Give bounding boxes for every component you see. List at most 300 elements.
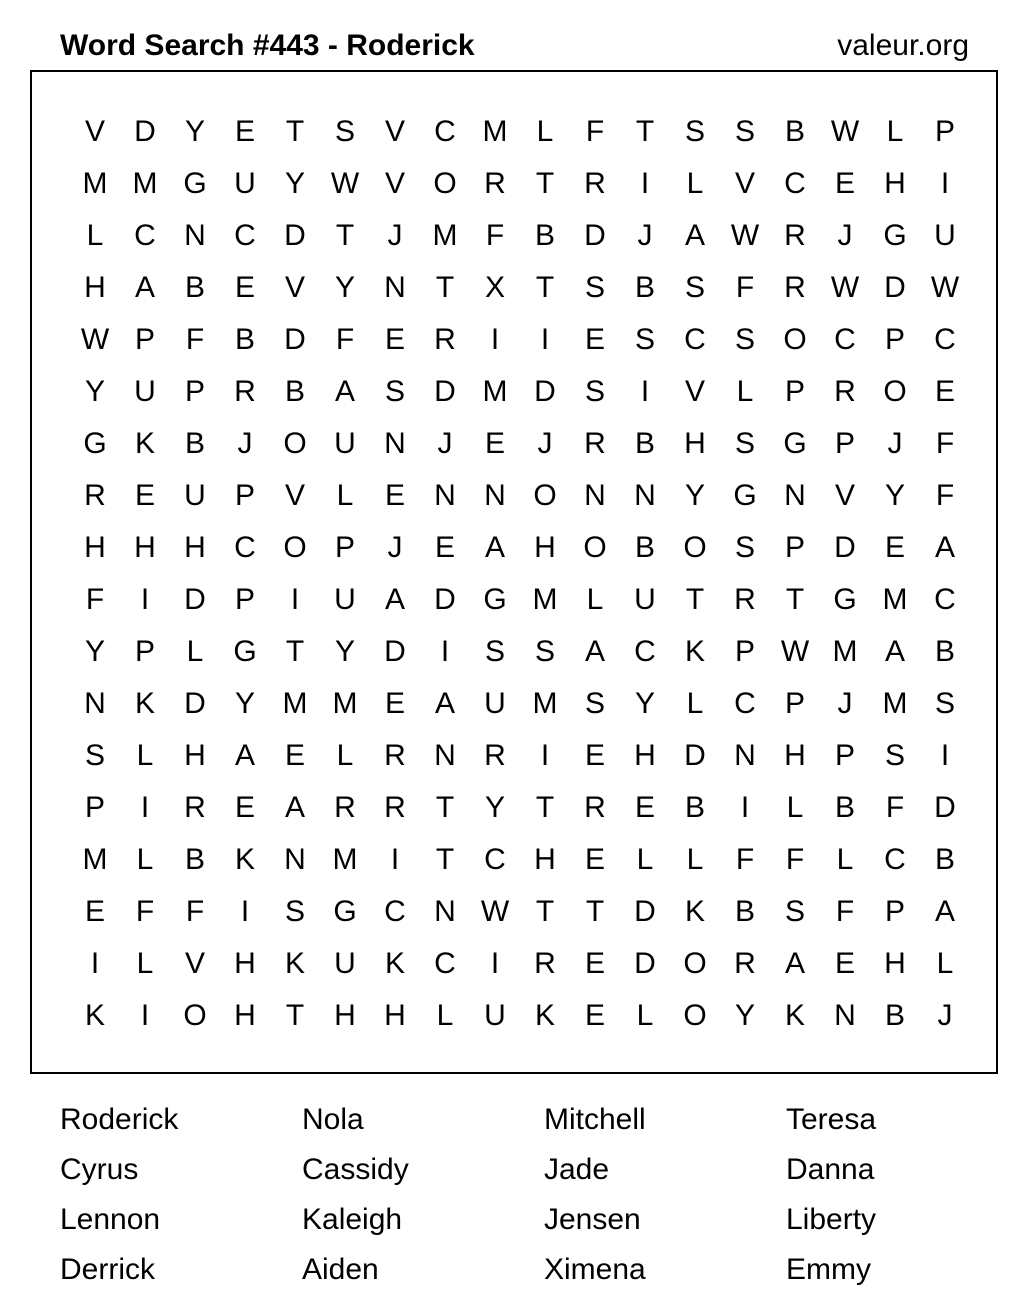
grid-letter: P	[84, 791, 105, 824]
grid-letter: F	[185, 895, 205, 928]
grid-letter: C	[934, 583, 956, 616]
grid-letter: T	[685, 583, 705, 616]
grid-letter: E	[384, 323, 405, 356]
grid-letter: L	[136, 739, 154, 772]
grid-letter: I	[490, 947, 500, 980]
grid-letter: C	[634, 635, 656, 668]
grid-letter: K	[134, 427, 155, 460]
grid-letter: T	[535, 791, 555, 824]
grid-letter: G	[333, 895, 357, 928]
grid-letter: R	[484, 739, 506, 772]
word-list-item: Liberty	[786, 1203, 877, 1236]
grid-letter: O	[533, 479, 557, 512]
grid-letter: R	[734, 583, 756, 616]
grid-letter: E	[934, 375, 955, 408]
grid-letter: D	[284, 219, 306, 252]
grid-letter: W	[80, 323, 110, 356]
grid-letter: P	[134, 323, 155, 356]
grid-letter: S	[534, 635, 555, 668]
grid-letter: A	[584, 635, 605, 668]
grid-letter: F	[185, 323, 205, 356]
grid-letter: F	[585, 115, 605, 148]
grid-letter: S	[884, 739, 905, 772]
grid-letter: K	[84, 999, 105, 1032]
grid-letter: I	[940, 167, 950, 200]
grid-letter: H	[634, 739, 656, 772]
grid-letter: M	[532, 687, 558, 720]
grid-letter: U	[334, 947, 356, 980]
grid-letter: Y	[884, 479, 905, 512]
grid-letter: E	[234, 791, 255, 824]
grid-letter: K	[534, 999, 555, 1032]
grid-letter: A	[284, 791, 305, 824]
grid-letter: J	[887, 427, 903, 460]
grid-letter: A	[384, 583, 405, 616]
grid-letter: J	[437, 427, 453, 460]
grid-letter: O	[883, 375, 907, 408]
grid-letter: L	[836, 843, 854, 876]
grid-letter: W	[780, 635, 810, 668]
grid-letter: L	[186, 635, 204, 668]
grid-letter: W	[480, 895, 510, 928]
grid-letter: U	[334, 583, 356, 616]
word-list-item: Teresa	[786, 1103, 877, 1136]
grid-letter: L	[636, 843, 654, 876]
grid-letter: N	[434, 895, 456, 928]
grid-letter: C	[934, 323, 956, 356]
grid-letter: P	[784, 531, 805, 564]
grid-letter: A	[334, 375, 355, 408]
grid-letter: V	[284, 271, 305, 304]
grid-letter: F	[835, 895, 855, 928]
grid-letter: N	[84, 687, 106, 720]
grid-letter: O	[583, 531, 607, 564]
grid-letter: I	[140, 583, 150, 616]
word-list-item: Emmy	[786, 1253, 871, 1286]
grid-letter: P	[734, 635, 755, 668]
grid-letter: S	[734, 427, 755, 460]
grid-letter: F	[785, 843, 805, 876]
grid-letter: U	[134, 375, 156, 408]
grid-letter: B	[634, 427, 655, 460]
grid-letter: R	[184, 791, 206, 824]
grid-letter: R	[384, 739, 406, 772]
grid-letter: T	[435, 271, 455, 304]
grid-letter: I	[290, 583, 300, 616]
grid-letter: F	[885, 791, 905, 824]
word-list-item: Mitchell	[544, 1103, 646, 1136]
grid-letter: L	[686, 687, 704, 720]
grid-letter: A	[134, 271, 155, 304]
grid-letter: T	[285, 115, 305, 148]
grid-letter: L	[686, 167, 704, 200]
grid-letter: Y	[334, 271, 355, 304]
grid-letter: A	[684, 219, 705, 252]
grid-letter: Y	[284, 167, 305, 200]
grid-letter: P	[234, 583, 255, 616]
grid-letter: I	[540, 739, 550, 772]
letter-grid	[70, 106, 970, 1042]
grid-letter: U	[484, 999, 506, 1032]
grid-letter: H	[134, 531, 156, 564]
grid-letter: K	[284, 947, 305, 980]
word-list-item: Kaleigh	[302, 1203, 403, 1236]
grid-letter: H	[534, 531, 556, 564]
grid-letter: S	[934, 687, 955, 720]
grid-letter: I	[640, 167, 650, 200]
grid-letter: L	[86, 219, 104, 252]
grid-letter: I	[390, 843, 400, 876]
grid-letter: C	[784, 167, 806, 200]
grid-letter: S	[684, 271, 705, 304]
grid-letter: O	[183, 999, 207, 1032]
grid-letter: R	[584, 427, 606, 460]
grid-letter: D	[884, 271, 906, 304]
grid-letter: M	[332, 687, 358, 720]
grid-letter: B	[884, 999, 905, 1032]
grid-letter: B	[534, 219, 555, 252]
grid-letter: O	[283, 427, 307, 460]
grid-letter: B	[284, 375, 305, 408]
grid-letter: D	[284, 323, 306, 356]
grid-letter: C	[684, 323, 706, 356]
grid-letter: L	[136, 947, 154, 980]
grid-letter: B	[834, 791, 855, 824]
grid-letter: S	[734, 323, 755, 356]
grid-letter: L	[886, 115, 904, 148]
grid-letter: O	[683, 531, 707, 564]
grid-letter: S	[84, 739, 105, 772]
grid-letter: P	[934, 115, 955, 148]
word-list-item: Nola	[302, 1103, 364, 1136]
grid-letter: M	[882, 687, 908, 720]
grid-letter: V	[84, 115, 105, 148]
grid-letter: E	[584, 843, 605, 876]
grid-letter: N	[434, 479, 456, 512]
grid-letter: I	[740, 791, 750, 824]
word-list-item: Jensen	[544, 1203, 641, 1236]
grid-letter: A	[884, 635, 905, 668]
grid-letter: P	[784, 375, 805, 408]
site-name: valeur.org	[837, 29, 969, 62]
grid-letter: N	[184, 219, 206, 252]
grid-letter: Y	[684, 479, 705, 512]
grid-letter: I	[90, 947, 100, 980]
grid-letter: F	[735, 843, 755, 876]
grid-letter: R	[484, 167, 506, 200]
grid-letter: J	[637, 219, 653, 252]
grid-letter: F	[735, 271, 755, 304]
grid-letter: P	[884, 323, 905, 356]
grid-letter: B	[634, 531, 655, 564]
grid-letter: E	[234, 115, 255, 148]
word-list-item: Cassidy	[302, 1153, 409, 1186]
grid-letter: L	[736, 375, 754, 408]
grid-letter: S	[584, 687, 605, 720]
grid-letter: R	[584, 167, 606, 200]
grid-letter: C	[234, 531, 256, 564]
grid-letter: Y	[484, 791, 505, 824]
grid-letter: L	[136, 843, 154, 876]
grid-letter: E	[234, 271, 255, 304]
grid-letter: U	[184, 479, 206, 512]
grid-letter: T	[535, 271, 555, 304]
grid-letter: I	[940, 739, 950, 772]
grid-letter: R	[234, 375, 256, 408]
grid-letter: S	[284, 895, 305, 928]
grid-letter: V	[834, 479, 855, 512]
grid-letter: J	[837, 687, 853, 720]
word-list-item: Cyrus	[60, 1153, 139, 1186]
grid-letter: F	[135, 895, 155, 928]
grid-letter: S	[584, 375, 605, 408]
grid-letter: I	[640, 375, 650, 408]
grid-letter: S	[684, 115, 705, 148]
grid-letter: L	[686, 843, 704, 876]
grid-letter: Y	[734, 999, 755, 1032]
grid-letter: E	[484, 427, 505, 460]
grid-letter: B	[934, 843, 955, 876]
grid-letter: E	[584, 323, 605, 356]
grid-letter: J	[387, 531, 403, 564]
grid-letter: N	[484, 479, 506, 512]
grid-letter: D	[134, 115, 156, 148]
grid-letter: L	[336, 479, 354, 512]
grid-letter: T	[435, 843, 455, 876]
grid-letter: N	[384, 271, 406, 304]
grid-letter: B	[734, 895, 755, 928]
grid-letter: T	[585, 895, 605, 928]
grid-letter: H	[234, 999, 256, 1032]
grid-letter: F	[335, 323, 355, 356]
grid-letter: R	[384, 791, 406, 824]
word-list-item: Danna	[786, 1153, 875, 1186]
grid-letter: L	[936, 947, 954, 980]
grid-letter: D	[434, 583, 456, 616]
grid-letter: C	[484, 843, 506, 876]
grid-letter: D	[184, 583, 206, 616]
word-list-item: Jade	[544, 1153, 610, 1186]
grid-letter: B	[184, 427, 205, 460]
grid-letter: M	[432, 219, 458, 252]
grid-letter: D	[634, 895, 656, 928]
grid-letter: O	[683, 999, 707, 1032]
grid-letter: C	[434, 115, 456, 148]
word-list-item: Derrick	[60, 1253, 155, 1286]
grid-letter: W	[830, 115, 860, 148]
grid-letter: G	[483, 583, 507, 616]
grid-letter: H	[84, 531, 106, 564]
grid-letter: D	[934, 791, 956, 824]
grid-letter: E	[384, 687, 405, 720]
grid-letter: T	[635, 115, 655, 148]
word-list-item: Ximena	[544, 1253, 646, 1286]
grid-letter: B	[684, 791, 705, 824]
grid-letter: L	[586, 583, 604, 616]
grid-letter: H	[334, 999, 356, 1032]
grid-letter: J	[537, 427, 553, 460]
grid-letter: S	[734, 531, 755, 564]
grid-letter: D	[184, 687, 206, 720]
grid-letter: O	[683, 947, 707, 980]
word-list	[60, 1098, 1028, 1298]
grid-letter: P	[884, 895, 905, 928]
grid-letter: K	[684, 635, 705, 668]
grid-letter: H	[84, 271, 106, 304]
grid-letter: P	[834, 739, 855, 772]
grid-letter: B	[184, 843, 205, 876]
grid-letter: K	[684, 895, 705, 928]
grid-letter: P	[334, 531, 355, 564]
grid-letter: H	[534, 843, 556, 876]
grid-letter: G	[183, 167, 207, 200]
grid-letter: C	[884, 843, 906, 876]
grid-letter: N	[584, 479, 606, 512]
grid-letter: Y	[634, 687, 655, 720]
grid-letter: P	[184, 375, 205, 408]
grid-letter: R	[334, 791, 356, 824]
grid-letter: P	[134, 635, 155, 668]
grid-letter: S	[784, 895, 805, 928]
word-list-item: Lennon	[60, 1203, 161, 1236]
grid-letter: H	[784, 739, 806, 772]
puzzle-board	[30, 70, 998, 1074]
grid-letter: R	[434, 323, 456, 356]
grid-letter: S	[484, 635, 505, 668]
grid-letter: U	[334, 427, 356, 460]
grid-letter: S	[384, 375, 405, 408]
grid-letter: V	[384, 167, 405, 200]
grid-letter: E	[134, 479, 155, 512]
grid-letter: T	[335, 219, 355, 252]
grid-letter: K	[234, 843, 255, 876]
grid-letter: U	[634, 583, 656, 616]
grid-letter: V	[384, 115, 405, 148]
grid-letter: L	[786, 791, 804, 824]
grid-letter: E	[284, 739, 305, 772]
grid-letter: W	[730, 219, 760, 252]
grid-letter: D	[384, 635, 406, 668]
grid-letter: J	[237, 427, 253, 460]
grid-letter: F	[485, 219, 505, 252]
grid-letter: A	[434, 687, 455, 720]
grid-letter: I	[140, 999, 150, 1032]
grid-letter: G	[883, 219, 907, 252]
grid-letter: E	[584, 739, 605, 772]
grid-letter: L	[436, 999, 454, 1032]
grid-letter: T	[785, 583, 805, 616]
grid-letter: B	[934, 635, 955, 668]
grid-letter: L	[636, 999, 654, 1032]
grid-letter: V	[284, 479, 305, 512]
grid-letter: M	[132, 167, 158, 200]
grid-letter: I	[490, 323, 500, 356]
grid-letter: V	[734, 167, 755, 200]
grid-letter: H	[384, 999, 406, 1032]
grid-letter: D	[584, 219, 606, 252]
grid-letter: D	[434, 375, 456, 408]
grid-letter: S	[584, 271, 605, 304]
grid-letter: N	[734, 739, 756, 772]
grid-letter: C	[234, 219, 256, 252]
grid-letter: M	[882, 583, 908, 616]
puzzle-title: Word Search #443 - Roderick	[60, 29, 475, 62]
grid-letter: C	[734, 687, 756, 720]
grid-letter: K	[784, 999, 805, 1032]
grid-letter: X	[484, 271, 505, 304]
grid-letter: A	[234, 739, 255, 772]
grid-letter: A	[784, 947, 805, 980]
grid-letter: U	[234, 167, 256, 200]
grid-letter: N	[434, 739, 456, 772]
grid-letter: R	[784, 271, 806, 304]
grid-letter: G	[783, 427, 807, 460]
grid-letter: W	[930, 271, 960, 304]
grid-letter: Y	[334, 635, 355, 668]
grid-letter: C	[434, 947, 456, 980]
grid-letter: P	[834, 427, 855, 460]
grid-letter: R	[584, 791, 606, 824]
grid-letter: U	[484, 687, 506, 720]
grid-letter: C	[834, 323, 856, 356]
grid-letter: W	[830, 271, 860, 304]
grid-letter: R	[834, 375, 856, 408]
grid-letter: M	[82, 167, 108, 200]
grid-letter: H	[884, 947, 906, 980]
grid-letter: A	[934, 531, 955, 564]
grid-letter: H	[884, 167, 906, 200]
grid-letter: G	[83, 427, 107, 460]
grid-letter: B	[184, 271, 205, 304]
grid-letter: B	[784, 115, 805, 148]
grid-letter: N	[284, 843, 306, 876]
grid-letter: V	[684, 375, 705, 408]
grid-letter: E	[584, 947, 605, 980]
grid-letter: E	[634, 791, 655, 824]
grid-letter: W	[330, 167, 360, 200]
grid-letter: I	[440, 635, 450, 668]
grid-letter: F	[85, 583, 105, 616]
grid-letter: C	[384, 895, 406, 928]
grid-letter: R	[534, 947, 556, 980]
grid-letter: H	[234, 947, 256, 980]
grid-letter: M	[482, 115, 508, 148]
grid-letter: D	[634, 947, 656, 980]
grid-letter: T	[285, 999, 305, 1032]
grid-letter: T	[535, 895, 555, 928]
grid-letter: Y	[234, 687, 255, 720]
grid-letter: R	[734, 947, 756, 980]
grid-letter: N	[834, 999, 856, 1032]
grid-letter: N	[784, 479, 806, 512]
grid-letter: F	[935, 427, 955, 460]
grid-letter: V	[184, 947, 205, 980]
grid-letter: E	[384, 479, 405, 512]
grid-letter: T	[285, 635, 305, 668]
word-list-item: Aiden	[302, 1253, 379, 1286]
grid-letter: A	[484, 531, 505, 564]
grid-letter: R	[784, 219, 806, 252]
grid-letter: P	[234, 479, 255, 512]
grid-letter: H	[184, 739, 206, 772]
grid-letter: S	[734, 115, 755, 148]
grid-letter: O	[283, 531, 307, 564]
grid-letter: M	[282, 687, 308, 720]
grid-letter: G	[233, 635, 257, 668]
grid-letter: O	[433, 167, 457, 200]
grid-letter: M	[832, 635, 858, 668]
grid-letter: I	[140, 791, 150, 824]
